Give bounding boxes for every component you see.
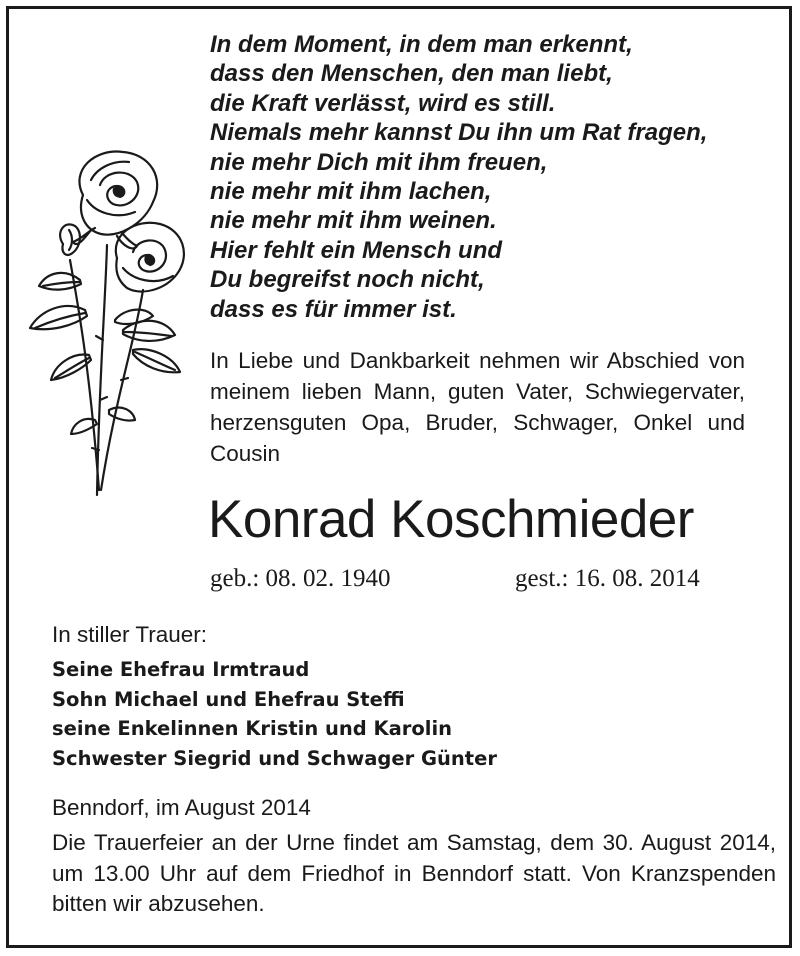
mourner: Seine Ehefrau Irmtraud xyxy=(52,658,310,681)
poem-line: In dem Moment, in dem man erkennt, xyxy=(210,31,633,58)
mourning-label: In stiller Trauer: xyxy=(52,622,208,647)
farewell-text: In Liebe und Dankbarkeit nehmen wir Abschied von meinem lieben Mann, guten Vater, Schwiegervater, herzensguten Opa, Bruder, Schwager, Onkel und Cousin xyxy=(210,348,745,466)
birth-date: geb.: 08. 02. 1940 xyxy=(210,565,391,592)
mourner: Schwester Siegrid und Schwager Günter xyxy=(52,746,497,770)
poem-line: Du begreifst noch nicht, xyxy=(210,266,485,294)
mourners-list xyxy=(52,655,497,773)
deceased-name: Konrad Koschmieder xyxy=(208,490,694,549)
poem-line: Niemals mehr kannst Du ihn um Rat fragen, xyxy=(210,119,708,147)
rose-illustration-icon xyxy=(25,140,200,500)
poem-line: nie mehr Dich mit ihm freuen, xyxy=(210,148,548,176)
mourner: seine Enkelinnen Kristin und Karolin xyxy=(52,717,453,740)
poem-line: die Kraft verlässt, wird es still. xyxy=(210,89,556,117)
poem xyxy=(210,30,770,324)
death-date: gest.: 16. 08. 2014 xyxy=(515,565,700,592)
poem-line: Hier fehlt ein Mensch und xyxy=(210,236,503,264)
poem-line: dass es für immer ist. xyxy=(210,295,457,323)
life-dates xyxy=(210,563,770,595)
ceremony-text: Die Trauerfeier an der Urne findet am Samstag, dem 30. August 2014, um 13.00 Uhr auf dem Friedhof in Benndorf statt. Von Kranzspenden bitten wir abzusehen. xyxy=(52,830,776,916)
poem-line: nie mehr mit ihm weinen. xyxy=(210,207,497,235)
poem-line: nie mehr mit ihm lachen, xyxy=(210,178,492,206)
poem-line: dass den Menschen, den man liebt, xyxy=(210,60,613,88)
mourner: Sohn Michael und Ehefrau Steffi xyxy=(52,687,405,711)
place-date: Benndorf, im August 2014 xyxy=(52,795,311,820)
